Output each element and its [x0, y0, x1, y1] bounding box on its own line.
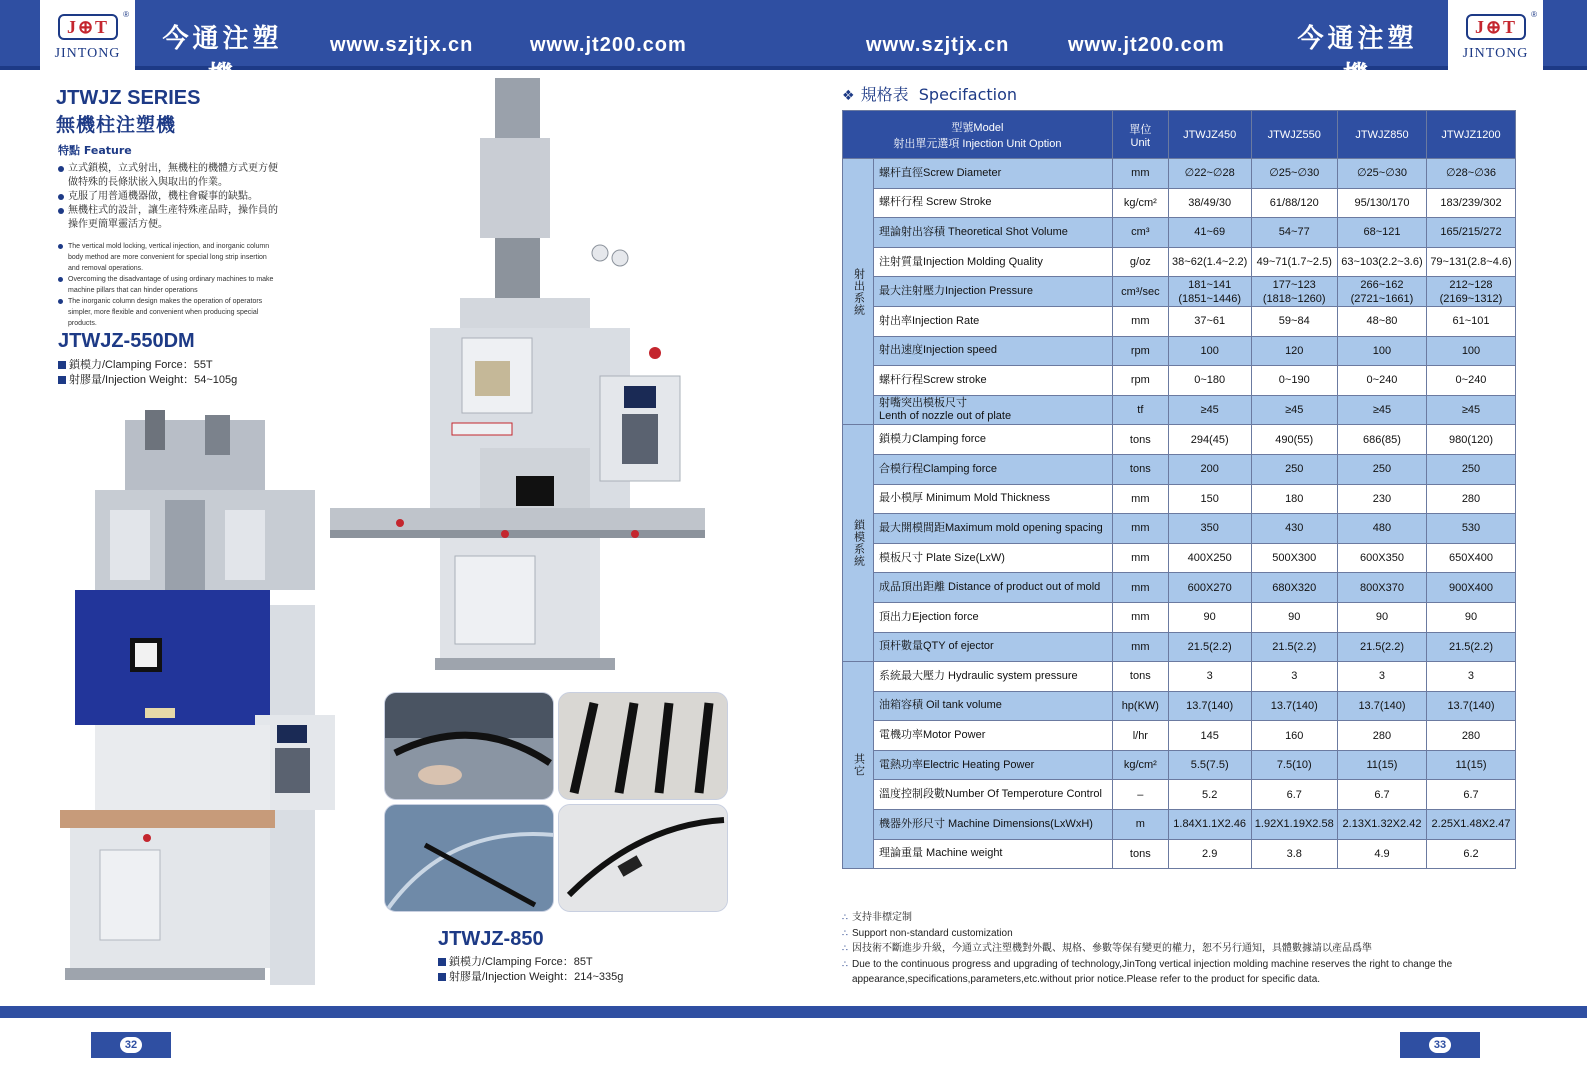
spec-value: 145	[1168, 721, 1251, 751]
spec-group-label: 鎖模系統	[843, 425, 874, 662]
spec-value: 49~71(1.7~2.5)	[1251, 247, 1337, 277]
spec-value: 1.92X1.19X2.58	[1251, 810, 1337, 840]
feature-list-cn	[58, 162, 278, 232]
feature-item: 立式鎖模，立式射出，無機柱的機體方式更方便做特殊的長條狀嵌入與取出的作業。	[58, 162, 278, 190]
spec-row	[843, 336, 1516, 366]
spec-value: 180	[1251, 484, 1337, 514]
spec-unit: tf	[1112, 395, 1168, 425]
model-850-clamping	[438, 953, 593, 969]
spec-value: 490(55)	[1251, 425, 1337, 455]
brand-cn: 今通注塑機	[1297, 24, 1418, 91]
spec-row	[843, 602, 1516, 632]
spec-unit: mm	[1112, 514, 1168, 544]
spec-unit: mm	[1112, 632, 1168, 662]
spec-value: 160	[1251, 721, 1337, 751]
spec-unit: mm	[1112, 602, 1168, 632]
spec-value: 11(15)	[1337, 750, 1426, 780]
bullet-square-icon	[438, 973, 446, 981]
spec-value: 13.7(140)	[1251, 691, 1337, 721]
spec-value: 680X320	[1251, 573, 1337, 603]
spec-value: 95/130/170	[1337, 188, 1426, 218]
spec-value: 63~103(2.2~3.6)	[1337, 247, 1426, 277]
spec-title-en: Specifaction	[918, 85, 1018, 104]
spec-value: 3	[1426, 662, 1515, 692]
spec-value: 400X250	[1168, 543, 1251, 573]
header-unit-en: Unit	[1130, 136, 1151, 149]
spec-row	[843, 662, 1516, 692]
spec-unit: m	[1112, 810, 1168, 840]
spec-heading	[842, 82, 1017, 105]
spec-value: 3.8	[1251, 839, 1337, 869]
feature-item: The vertical mold locking, vertical injection, and inorganic column body method are more convenient for special long strip insertion and removal operations.	[58, 241, 278, 274]
spec-value: 165/215/272	[1426, 218, 1515, 248]
spec-item-label: 電機功率Motor Power	[874, 721, 1113, 751]
spec-table	[842, 110, 1516, 869]
spec-item-label: 機器外形尺寸 Machine Dimensions(LxWxH)	[874, 810, 1113, 840]
spec-value: 90	[1426, 602, 1515, 632]
spec-value: 59~84	[1251, 306, 1337, 336]
spec-row	[843, 691, 1516, 721]
spec-item-label: 成品頂出距離 Distance of product out of mold	[874, 573, 1113, 603]
spec-group-label: 射出系統	[843, 159, 874, 425]
spec-item-label: 螺杆直徑Screw Diameter	[874, 159, 1113, 189]
spec-item-label: 電熱功率Electric Heating Power	[874, 750, 1113, 780]
spec-item-label: 模板尺寸 Plate Size(LxW)	[874, 543, 1113, 573]
spec-value: 21.5(2.2)	[1426, 632, 1515, 662]
spec-value: 6.2	[1426, 839, 1515, 869]
header-unit-cn: 單位	[1129, 123, 1152, 136]
spec-item-label: 合模行程Clamping force	[874, 454, 1113, 484]
spec-value: 6.7	[1251, 780, 1337, 810]
bullet-square-icon	[58, 376, 66, 384]
feature-item: 無機柱式的設計，讓生產特殊產品時，操作員的操作更簡單靈活方便。	[58, 204, 278, 232]
series-title: JTWJZ SERIES	[56, 87, 201, 109]
registered-icon: ®	[1531, 10, 1537, 19]
spec-unit: hp(KW)	[1112, 691, 1168, 721]
spec-value: 7.5(10)	[1251, 750, 1337, 780]
spec-item-label: 理論重量 Machine weight	[874, 839, 1113, 869]
spec-item-label: 系統最大壓力 Hydraulic system pressure	[874, 662, 1113, 692]
spec-value: 5.2	[1168, 780, 1251, 810]
spec-item-label: 射嘴突出模板尺寸 Lenth of nozzle out of plate	[874, 395, 1113, 425]
spec-value: 294(45)	[1168, 425, 1251, 455]
spec-row	[843, 750, 1516, 780]
spec-value: 3	[1337, 662, 1426, 692]
spec-row	[843, 454, 1516, 484]
header-model-col: JTWJZ1200	[1426, 111, 1515, 159]
spec-value: 181~141 (1851~1446)	[1168, 277, 1251, 307]
notes-list	[842, 910, 1532, 988]
spec-row	[843, 277, 1516, 307]
spec-item-label: 螺杆行程Screw stroke	[874, 366, 1113, 396]
spec-value: 21.5(2.2)	[1251, 632, 1337, 662]
spec-item-label: 理論射出容積 Theoretical Shot Volume	[874, 218, 1113, 248]
car-door-seal-illustration	[385, 693, 554, 800]
spec-item-label: 射出率Injection Rate	[874, 306, 1113, 336]
spec-value: 2.13X1.32X2.42	[1337, 810, 1426, 840]
header-model-col: JTWJZ850	[1337, 111, 1426, 159]
header-unit-cell	[1112, 111, 1168, 159]
spec-row	[843, 218, 1516, 248]
spec-unit: kg/cm²	[1112, 188, 1168, 218]
spec-table-header	[843, 111, 1516, 159]
spec-unit: tons	[1112, 454, 1168, 484]
registered-icon: ®	[123, 10, 129, 19]
url-szjtjx-right[interactable]: www.szjtjx.cn	[866, 34, 1010, 56]
spec-value: 0~190	[1251, 366, 1337, 396]
spec-value: 1.84X1.1X2.46	[1168, 810, 1251, 840]
spec-unit: cm³/sec	[1112, 277, 1168, 307]
spec-value: ≥45	[1168, 395, 1251, 425]
spec-value: 600X350	[1337, 543, 1426, 573]
spec-value: ∅25~∅30	[1251, 159, 1337, 189]
wiper-windshield-illustration	[385, 805, 554, 912]
spec-row	[843, 632, 1516, 662]
spec-row	[843, 425, 1516, 455]
spec-row	[843, 839, 1516, 869]
logo-text: JINTONG	[54, 46, 121, 61]
series-title-cn: 無機柱注塑機	[56, 114, 177, 136]
spec-value: 0~180	[1168, 366, 1251, 396]
spec-value: 800X370	[1337, 573, 1426, 603]
header-model-col: JTWJZ450	[1168, 111, 1251, 159]
injection-text: 射膠量/Injection Weight：214~335g	[449, 971, 624, 983]
spec-value: 3	[1168, 662, 1251, 692]
spec-value: 266~162 (2721~1661)	[1337, 277, 1426, 307]
spec-value: 61/88/120	[1251, 188, 1337, 218]
spec-row	[843, 484, 1516, 514]
feature-item: Overcoming the disadvantage of using ordinary machines to make machine pillars that can hinder operations	[58, 274, 278, 296]
spec-value: 13.7(140)	[1426, 691, 1515, 721]
spec-value: 250	[1426, 454, 1515, 484]
brand-right	[1290, 18, 1425, 106]
spec-row	[843, 395, 1516, 425]
spec-row	[843, 573, 1516, 603]
spec-unit: mm	[1112, 484, 1168, 514]
model-name-550dm: JTWJZ-550DM	[58, 330, 195, 352]
note-item: ∴ 因技術不斷進步升級，今通立式注塑機對外觀、規格、參數等保有變更的權力，恕不另行通知，具體數據請以產品爲準	[842, 941, 1532, 957]
spec-value: 0~240	[1337, 366, 1426, 396]
footer-bar	[0, 1006, 1587, 1018]
wiper-blade-illustration	[559, 805, 728, 912]
spec-unit: tons	[1112, 839, 1168, 869]
note-item: ∴ Due to the continuous progress and upgrading of technology,JinTong vertical injection molding machine reserves the right to change the appearance,specifications,parameters,etc.without prior notice.Please refer to the product for specific data.	[842, 957, 1532, 988]
note-item: ∴ Support non-standard customization	[842, 926, 1532, 942]
spec-value: 250	[1337, 454, 1426, 484]
clamping-text: 鎖模力/Clamping Force：55T	[69, 359, 213, 371]
spec-value: 480	[1337, 514, 1426, 544]
spec-value: 120	[1251, 336, 1337, 366]
product-photo-car-door-seal	[384, 692, 554, 800]
spec-value: 430	[1251, 514, 1337, 544]
page-number-left	[91, 1032, 171, 1058]
header-model: 型號Model	[951, 121, 1004, 134]
spec-value: ∅25~∅30	[1337, 159, 1426, 189]
spec-value: 183/239/302	[1426, 188, 1515, 218]
spec-item-label: 頂出力Ejection force	[874, 602, 1113, 632]
model-550dm-clamping	[58, 356, 213, 372]
spec-item-label: 溫度控制段數Number Of Temperoture Control	[874, 780, 1113, 810]
spec-row	[843, 159, 1516, 189]
spec-value: 530	[1426, 514, 1515, 544]
logo-mark: J⊕T	[58, 14, 118, 40]
jintong-logo-right	[1448, 0, 1543, 70]
spec-value: 61~101	[1426, 306, 1515, 336]
model-550dm-injection	[58, 371, 237, 387]
spec-item-label: 油箱容積 Oil tank volume	[874, 691, 1113, 721]
url-jt200-left[interactable]: www.jt200.com	[530, 34, 687, 56]
spec-value: 90	[1168, 602, 1251, 632]
url-szjtjx-left[interactable]: www.szjtjx.cn	[330, 34, 474, 56]
spec-row	[843, 306, 1516, 336]
spec-unit: g/oz	[1112, 247, 1168, 277]
feature-item: 克服了用普通機器做，機柱會礙事的缺點。	[58, 190, 278, 204]
spec-table-body	[843, 159, 1516, 869]
feature-heading: 特點 Feature	[58, 144, 132, 157]
spec-value: 212~128 (2169~1312)	[1426, 277, 1515, 307]
spec-value: 41~69	[1168, 218, 1251, 248]
spec-value: 79~131(2.8~4.6)	[1426, 247, 1515, 277]
bullet-square-icon	[438, 958, 446, 966]
page-number-right	[1400, 1032, 1480, 1058]
spec-row	[843, 188, 1516, 218]
injection-text: 射膠量/Injection Weight：54~105g	[69, 374, 238, 386]
spec-value: ∅22~∅28	[1168, 159, 1251, 189]
spec-item-label: 螺杆行程 Screw Stroke	[874, 188, 1113, 218]
spec-unit: tons	[1112, 425, 1168, 455]
spec-unit: mm	[1112, 306, 1168, 336]
spec-unit: kg/cm²	[1112, 750, 1168, 780]
machine-850-image	[330, 78, 710, 678]
spec-title-cn: 規格表	[860, 85, 909, 104]
spec-item-label: 注射質量Injection Molding Quality	[874, 247, 1113, 277]
spec-value: 3	[1251, 662, 1337, 692]
spec-row	[843, 780, 1516, 810]
spec-unit: mm	[1112, 159, 1168, 189]
spec-item-label: 頂杆數量QTY of ejector	[874, 632, 1113, 662]
spec-value: 38~62(1.4~2.2)	[1168, 247, 1251, 277]
spec-value: 2.25X1.48X2.47	[1426, 810, 1515, 840]
bullet-square-icon	[58, 361, 66, 369]
page-number-label: 32	[120, 1037, 142, 1053]
spec-value: 650X400	[1426, 543, 1515, 573]
spec-unit: rpm	[1112, 336, 1168, 366]
spec-item-label: 最大注射壓力Injection Pressure	[874, 277, 1113, 307]
spec-value: 6.7	[1426, 780, 1515, 810]
spec-value: 250	[1251, 454, 1337, 484]
spec-row	[843, 366, 1516, 396]
spec-value: ≥45	[1337, 395, 1426, 425]
brand-cn: 今通注塑機	[162, 24, 283, 91]
spec-value: 21.5(2.2)	[1337, 632, 1426, 662]
spec-unit: –	[1112, 780, 1168, 810]
spec-value: 100	[1337, 336, 1426, 366]
feature-list-en	[58, 241, 278, 329]
spec-row	[843, 514, 1516, 544]
spec-value: 5.5(7.5)	[1168, 750, 1251, 780]
spec-item-label: 射出速度Injection speed	[874, 336, 1113, 366]
spec-value: 500X300	[1251, 543, 1337, 573]
spec-value: 68~121	[1337, 218, 1426, 248]
spec-unit: mm	[1112, 543, 1168, 573]
spec-group-label: 其它	[843, 662, 874, 869]
header-model-col: JTWJZ550	[1251, 111, 1337, 159]
spec-item-label: 鎖模力Clamping force	[874, 425, 1113, 455]
spec-value: 4.9	[1337, 839, 1426, 869]
spec-item-label: 最大開模間距Maximum mold opening spacing	[874, 514, 1113, 544]
product-photo-wiper-windshield	[384, 804, 554, 912]
machine-850-drawing	[330, 78, 710, 678]
clamping-text: 鎖模力/Clamping Force：85T	[449, 956, 593, 968]
spec-value: 38/49/30	[1168, 188, 1251, 218]
spec-value: 600X270	[1168, 573, 1251, 603]
spec-value: 21.5(2.2)	[1168, 632, 1251, 662]
spec-item-label: 最小模厚 Minimum Mold Thickness	[874, 484, 1113, 514]
brand-en: JINTONG INJECTION MOLDING MACHINERY	[1309, 94, 1406, 106]
spec-value: ≥45	[1251, 395, 1337, 425]
spec-value: 900X400	[1426, 573, 1515, 603]
url-jt200-right[interactable]: www.jt200.com	[1068, 34, 1225, 56]
spec-unit: l/hr	[1112, 721, 1168, 751]
spec-unit: tons	[1112, 662, 1168, 692]
spec-value: 980(120)	[1426, 425, 1515, 455]
spec-unit: rpm	[1112, 366, 1168, 396]
machine-550dm-image	[55, 410, 340, 985]
spec-row	[843, 543, 1516, 573]
spec-value: 37~61	[1168, 306, 1251, 336]
spec-unit: mm	[1112, 573, 1168, 603]
spec-value: 280	[1337, 721, 1426, 751]
spec-value: 13.7(140)	[1337, 691, 1426, 721]
page-number-label: 33	[1429, 1037, 1451, 1053]
spec-row	[843, 247, 1516, 277]
spec-value: 100	[1426, 336, 1515, 366]
spec-value: 350	[1168, 514, 1251, 544]
spec-value: 150	[1168, 484, 1251, 514]
spec-value: 11(15)	[1426, 750, 1515, 780]
product-photo-grid	[384, 692, 730, 914]
brand-en: JINTONG INJECTION MOLDING MACHINERY	[174, 94, 271, 106]
spec-value: 230	[1337, 484, 1426, 514]
spec-value: 13.7(140)	[1168, 691, 1251, 721]
spec-value: 100	[1168, 336, 1251, 366]
spec-row	[843, 810, 1516, 840]
feature-item: The inorganic column design makes the operation of operators simpler, more flexible and convenient when producing special products.	[58, 296, 278, 329]
product-photo-wiper-blade	[558, 804, 728, 912]
spec-value: 90	[1337, 602, 1426, 632]
model-850-injection	[438, 968, 623, 984]
logo-mark: J⊕T	[1466, 14, 1526, 40]
spec-value: 686(85)	[1337, 425, 1426, 455]
spec-value: 280	[1426, 484, 1515, 514]
spec-value: 2.9	[1168, 839, 1251, 869]
spec-value: 54~77	[1251, 218, 1337, 248]
spec-row	[843, 721, 1516, 751]
spec-value: ≥45	[1426, 395, 1515, 425]
logo-text: JINTONG	[1462, 46, 1529, 61]
spec-unit: cm³	[1112, 218, 1168, 248]
rubber-strips-illustration	[559, 693, 728, 800]
spec-value: 48~80	[1337, 306, 1426, 336]
spec-value: ∅28~∅36	[1426, 159, 1515, 189]
spec-value: 0~240	[1426, 366, 1515, 396]
diamond-cluster-icon: ❖	[842, 88, 855, 104]
note-item: ∴ 支持非標定制	[842, 910, 1532, 926]
jintong-logo-left	[40, 0, 135, 70]
model-name-850: JTWJZ-850	[438, 928, 544, 950]
spec-value: 6.7	[1337, 780, 1426, 810]
machine-550dm-drawing	[55, 410, 340, 985]
spec-value: 177~123 (1818~1260)	[1251, 277, 1337, 307]
spec-value: 280	[1426, 721, 1515, 751]
product-photo-rubber-strips	[558, 692, 728, 800]
header-option: 射出單元選項 Injection Unit Option	[893, 137, 1062, 150]
spec-value: 200	[1168, 454, 1251, 484]
spec-value: 90	[1251, 602, 1337, 632]
header-model-cell	[843, 111, 1113, 159]
